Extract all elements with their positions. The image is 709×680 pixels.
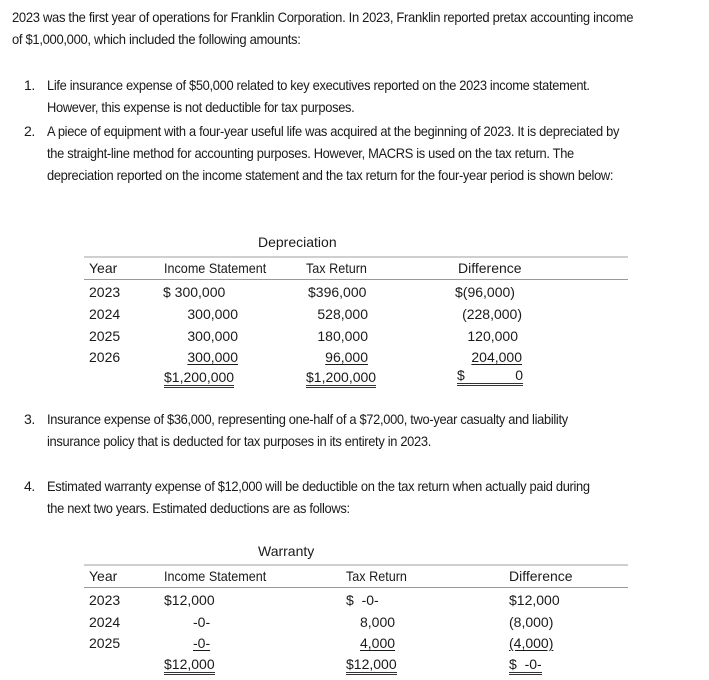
cell-tax: 528,000	[317, 306, 368, 322]
total-income: $1,200,000	[164, 367, 234, 387]
column-header-difference: Difference	[509, 568, 573, 584]
cell-tax: 4,000	[360, 635, 396, 651]
column-header-tax-return: Tax Return	[306, 260, 367, 276]
column-header-tax-return: Tax Return	[346, 568, 407, 584]
total-diff: $ 0	[457, 367, 523, 386]
table-title: Depreciation	[258, 234, 337, 250]
cell-diff: 204,000	[471, 349, 522, 365]
column-header-income-statement: Income Statement	[164, 568, 267, 584]
item-number: 3.	[24, 411, 35, 427]
item-text: Insurance expense of $36,000, representing one-half of a $72,000, two-year casualty and liability insurance policy that is deducted for tax purposes in its entirety in 2023.	[47, 411, 568, 449]
total-tax: $1,200,000	[306, 367, 376, 387]
cell-diff: (228,000)	[462, 306, 522, 322]
cell-income: 300,000	[187, 349, 238, 365]
cell-year: 2023	[89, 284, 121, 300]
item-number: 2.	[24, 123, 35, 139]
cell-year: 2024	[89, 306, 121, 322]
cell-tax: 96,000	[325, 349, 368, 365]
item-number: 4.	[24, 478, 35, 494]
cell-year: 2024	[89, 614, 121, 630]
cell-income: 300,000	[187, 306, 238, 322]
cell-income: -0-	[193, 614, 211, 630]
cell-year: 2025	[89, 328, 121, 344]
total-income: $12,000	[164, 654, 215, 674]
column-header-year: Year	[89, 260, 118, 276]
cell-year: 2023	[89, 592, 121, 608]
cell-income: 300,000	[187, 328, 238, 344]
column-header-year: Year	[89, 568, 118, 584]
cell-diff: (4,000)	[509, 635, 554, 651]
cell-year: 2025	[89, 635, 121, 651]
cell-income: $12,000	[164, 592, 215, 608]
cell-diff: 120,000	[467, 328, 518, 344]
cell-tax: $ -0-	[346, 592, 379, 608]
cell-tax: 180,000	[317, 328, 368, 344]
cell-tax: $396,000	[308, 284, 367, 300]
cell-tax: 8,000	[360, 614, 396, 630]
column-header-income-statement: Income Statement	[164, 260, 267, 276]
table-title: Warranty	[258, 543, 315, 559]
total-tax: $12,000	[346, 654, 397, 674]
item-text: A piece of equipment with a four-year useful life was acquired at the beginning of 2023. It is depreciated by the straight-line method for accounting purposes. However, MACRS is used on the tax return. The depreciation reported on the income statement and the tax return for the four-year period is shown below:	[47, 123, 620, 183]
total-diff: $ -0-	[509, 654, 542, 674]
intro-paragraph: 2023 was the first year of operations for Franklin Corporation. In 2023, Franklin reported pretax accounting income of $1,000,000, which included the following amounts:	[12, 9, 634, 47]
item-text: Estimated warranty expense of $12,000 will be deductible on the tax return when actually paid during the next two years. Estimated deductions are as follows:	[47, 478, 590, 516]
cell-income: -0-	[193, 635, 211, 651]
cell-diff: $12,000	[509, 592, 560, 608]
item-text: Life insurance expense of $50,000 related to key executives reported on the 2023 income statement. However, this expense is not deductible for tax purposes.	[47, 77, 590, 115]
item-number: 1.	[24, 77, 35, 93]
column-header-difference: Difference	[458, 260, 522, 276]
cell-year: 2026	[89, 349, 121, 365]
cell-diff: $(96,000)	[455, 284, 515, 300]
cell-diff: (8,000)	[509, 614, 554, 630]
cell-income: $ 300,000	[163, 284, 226, 300]
